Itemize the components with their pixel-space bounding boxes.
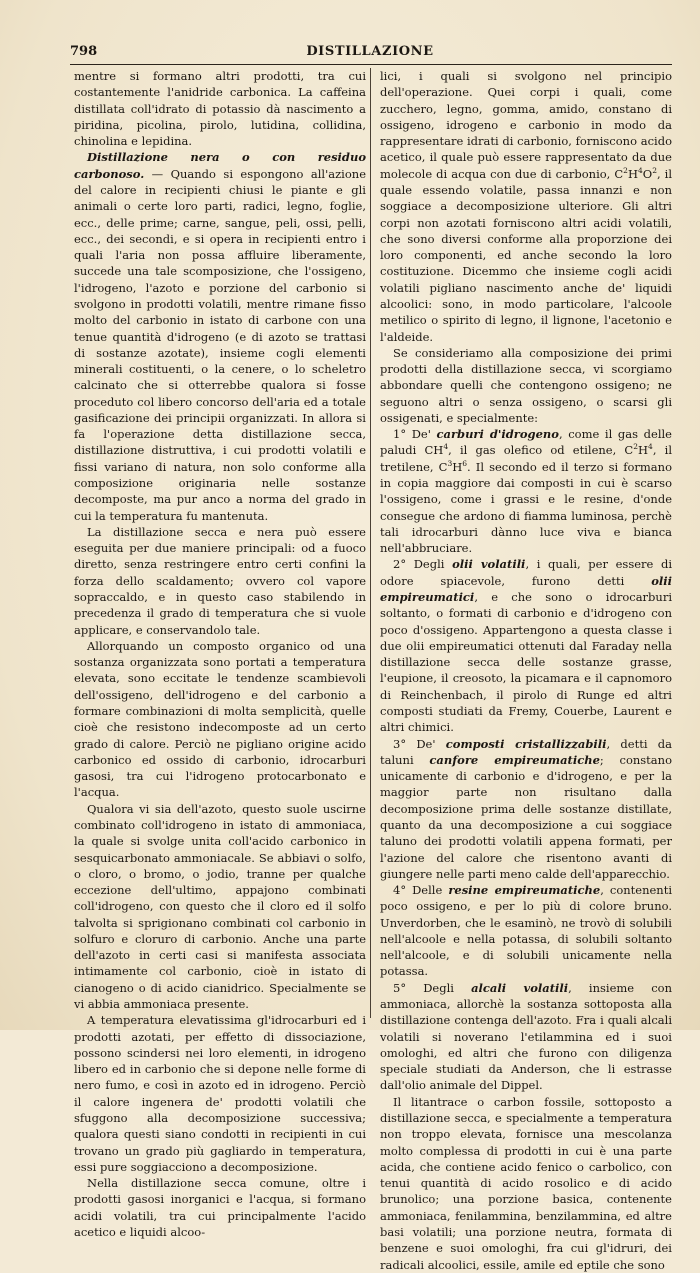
term: alcali volatili (471, 980, 569, 995)
paragraph: mentre si formano altri prodotti, tra cui costantemente l'anidride carbonica. La caffeina distillata coll'idrato di potassio dà nascimento a piridina, picolina, pirolo, lutidina, collidina, chinolina e lepidina. (74, 69, 366, 149)
list-number: 1° De' (393, 427, 437, 442)
paragraph-text: O (642, 166, 653, 181)
paragraph-text: H (627, 166, 638, 181)
formula-superscript: 4 (648, 442, 653, 452)
paragraph: Il litantrace o carbon fossile, sottoposto a distillazione secca, e specialmente a temperatura non troppo elevata, fornisce una mescolanza molto complessa di prodotti in cui è una parte acida, che contiene acido fenico o carbolico, con tenui quantità di acido rosolico e di acido brunolico; una porzione basica, contenente ammoniaca, fenilammina, benzilammina, ed altre basi volatili; una porzione neutra, formata di benzene e suoi omologhi, fra cui gl'idruri, dei radicali alcoolici, essile, amile ed eptile che sono (380, 1094, 672, 1272)
paragraph-text: H (638, 443, 649, 458)
column-divider (370, 68, 371, 1018)
paragraph: Qualora vi sia dell'azoto, questo suole uscirne combinato coll'idrogeno in istato di ammoniaca, la quale si svolge unita coll'acido carbonico in sesquicarbonato ammoniacale. Se abbiavi o solfo, o cloro, o bromo, o jodio, tranne per qualche eccezione dell'ultimo, appajono combinati coll'idrogeno, con questo che il cloro ed il solfo talvolta si sprigionano combinati col carbonio in solfuro e cloruro di carbonio. Anche una parte dell'azoto in certi casi si manifesta associata intimamente col carbonio, cioè in istato di cianogeno o di acido cianidrico. Specialmente se vi abbia ammoniaca presente. (74, 801, 366, 1012)
paragraph: Allorquando un composto organico od una sostanza organizzata sono portati a temperatura elevata, sono eccitate le tendenze scambievoli dell'ossigeno, dell'idrogeno e del carbonio a formare combinazioni di molta semplicità, quelle cioè che resistono indecomposte ad un certo grado di calore. Perciò ne pigliano origine acido carbonico ed ossido di carbonio, idrocarburi gasosi, tra cui l'idrogeno protocarbonato e l'acqua. (74, 638, 366, 800)
paragraph-text: , i quali, per essere di odore spiacevole, furono detti (380, 557, 672, 588)
list-number: 2° Degli (393, 557, 453, 572)
paragraph-text: , detti da taluni (380, 736, 672, 767)
paragraph-text: , il gas olefico od etilene, C (448, 443, 634, 458)
paragraph: A temperatura elevatissima gl'idrocarburi ed i prodotti azotati, per effetto di dissociazione, possono scindersi nei loro elementi, in idrogeno libero ed in carbonio che si depone nelle forme di nero fumo, e così in azoto ed in idrogeno. Perciò il calore ingenera de' prodotti volatili che sfuggono alla decomposizione successiva; qualora questi siano condotti in recipienti in cui trovano un grado più gagliardo in temperatura, essi pure soggiacciono a decomposizione. (74, 1013, 366, 1174)
list-item-hydrocarbons (380, 426, 672, 556)
formula-superscript: 4 (637, 165, 643, 175)
paragraph-text: , e che sono o idrocarburi soltanto, o formati di carbonio e d'idrogeno con poco d'ossigeno. Appartengono a questa classe i due olii empireumatici ottenuti dal Faraday nella distillazione secca delle sostanze grasse, l'eupione, il creosoto, la picamara e il capnomoro di Reinchenbach, il pirolo di Runge ed altri composti studiati da Fremy, Couerbe, Laurent e altri chimici. (380, 590, 672, 735)
paragraph-text: , il quale essendo volatile, passa innanzi e non soggiace a decomposizione ulteriore. Gli altri corpi non azotati forniscono altri acidi volatili, che sono diversi conforme alla proporzione dei loro componenti, ed anche secondo la loro costituzione. Dicemmo che insieme cogli acidi volatili pigliano nascimento anche de' liquidi alcoolici: sono, in modo particolare, l'alcoole metilico o spirito di legno, il lignone, l'acetonio e l'aldeide. (380, 166, 672, 344)
term: olii empireumatici (380, 573, 672, 604)
list-item-resins (380, 882, 672, 980)
term: resine empireumatiche (448, 883, 601, 898)
paragraph-text: . Il secondo ed il terzo si formano in copia maggiore dai composti in cui è scarso l'ossigeno, come i grassi e le resine, d'onde consegue che ardono di fiamma luminosa, perchè tali idrocarburi dànno luce viva e bianca nell'abbruciare. (380, 459, 672, 556)
page-number: 798 (70, 44, 98, 59)
term: canfore empireumatiche (429, 752, 600, 767)
list-item-volatile-alkalis (380, 980, 672, 1094)
paragraph-text: lici, i quali si svolgono nel principio dell'operazione. Quei corpi i quali, come zucchero, legno, gomma, amido, constano di ossigeno, idrogeno e carbonio in modo da rappresentare idrati di carbonio, forniscono acido acetico, il quale può essere rappresentato da due molecole di acqua con due di carbonio, C (380, 69, 672, 181)
list-number: 5° Degli (393, 980, 472, 995)
formula-superscript: 2 (633, 442, 639, 452)
paragraph: La distillazione secca e nera può essere eseguita per due maniere principali: od a fuoco diretto, senza restringere entro certi confini la forza dello scaldamento; ovvero col vapore sopraccaldo, e in questo caso stabilendo in precedenza il grado di temperatura che si vuole applicare, e conservandolo tale. (74, 524, 366, 637)
paragraph: Nella distillazione secca comune, oltre i prodotti gasosi inorganici e l'acqua, si formano acidi volatili, tra cui principalmente l'acido acetico e liquidi alcoo- (74, 1176, 366, 1239)
formula-superscript: 2 (623, 165, 628, 175)
paragraph-text: , il tretilene, C (380, 443, 673, 474)
paragraph-text: — Quando si espongono all'azione del calore in recipienti chiusi le piante e gli animali o certe loro parti, radici, legno, foglie, ecc., delle prime; carne, sangue, peli, ossi, pelli, ecc., dei secondi, e si opera in recipienti entro i quali l'aria non possa affluire liberamente, succede una tale scomposizione, che l'ossigeno, l'idrogeno, l'azoto e porzione del carbonio si svolgono in prodotti volatili, mentre rimane fisso molto del carbonio in istato di carbone con una tenue quantità d'idrogeno (e di azoto se trattasi di sostanze azotate), insieme cogli elementi minerali costituenti, o la cenere, o lo scheletro calcinato che si otterrebbe qualora si fosse proceduto col libero concorso dell'aria ed a totale gasificazione dei principii organizzati. In allora si fa l'operazione detta distillazione secca, distillazione distruttiva, i cui prodotti volatili e fissi variano di natura, non solo conforme alla composizione originaria nelle sostanze decomposte, ma pur anco a norma del grado in cui la temperatura fu mantenuta. (74, 166, 366, 523)
term: carburi d'idrogeno (436, 427, 559, 442)
list-item-crystallizable (380, 736, 672, 883)
paragraph-text: , come il gas delle paludi CH (380, 427, 672, 458)
paragraph-dry-distillation (74, 149, 366, 523)
list-item-volatile-oils (380, 556, 672, 735)
paragraph: Se consideriamo alla composizione dei primi prodotti della distillazione secca, vi scorgiamo abbondare quelli che contengono ossigeno; ne seguono altri o senza ossigeno, o scarsi gli ossigenati, e specialmente: (380, 345, 672, 425)
paragraph-text: , insieme con ammoniaca, allorchè la sostanza sottoposta alla distillazione contenga dell'azoto. Fra i quali alcali volatili si noverano l'etilammina ed i suoi omologhi, ed altri che furono con diligenza speciale studiati da Anderson, che li estrasse dall'olio animale del Dippel. (380, 980, 672, 1093)
paragraph-acetic-acid (380, 68, 672, 345)
left-column (74, 68, 366, 1239)
page-header (70, 40, 670, 66)
running-title: DISTILLAZIONE (306, 44, 434, 59)
list-number: 3° De' (393, 736, 446, 751)
paragraph-text: H (452, 459, 463, 474)
header-rule (70, 64, 672, 65)
formula-superscript: 3 (447, 458, 453, 468)
section-heading: Distillazione nera o con residuo carbonoso. (74, 150, 366, 181)
right-column (380, 68, 673, 1272)
formula-superscript: 2 (652, 165, 657, 175)
paragraph-text: , contenenti poco ossigeno, e per lo più di colore bruno. Unverdorben, che le esaminò, ne trovò di solubili nell'alcoole e nella potassa, di solubili soltanto nell'alcoole, e di solubili unicamente nella potassa. (380, 883, 672, 979)
term: olii volatili (452, 557, 526, 572)
term: composti cristallizzabili (445, 736, 607, 751)
paragraph-text: ; constano unicamente di carbonio e d'idrogeno, e per la maggior parte non risultano dalla decomposizione prima delle sostanze distillate, quanto da una decomposizione a cui soggiace taluno dei prodotti volatili appena formati, per l'azione del calore che risentono avanti di giungere nelle parti meno calde dell'apparecchio. (380, 752, 672, 881)
formula-superscript: 4 (443, 442, 449, 452)
list-number: 4° Delle (393, 883, 449, 898)
formula-superscript: 6 (462, 458, 468, 468)
